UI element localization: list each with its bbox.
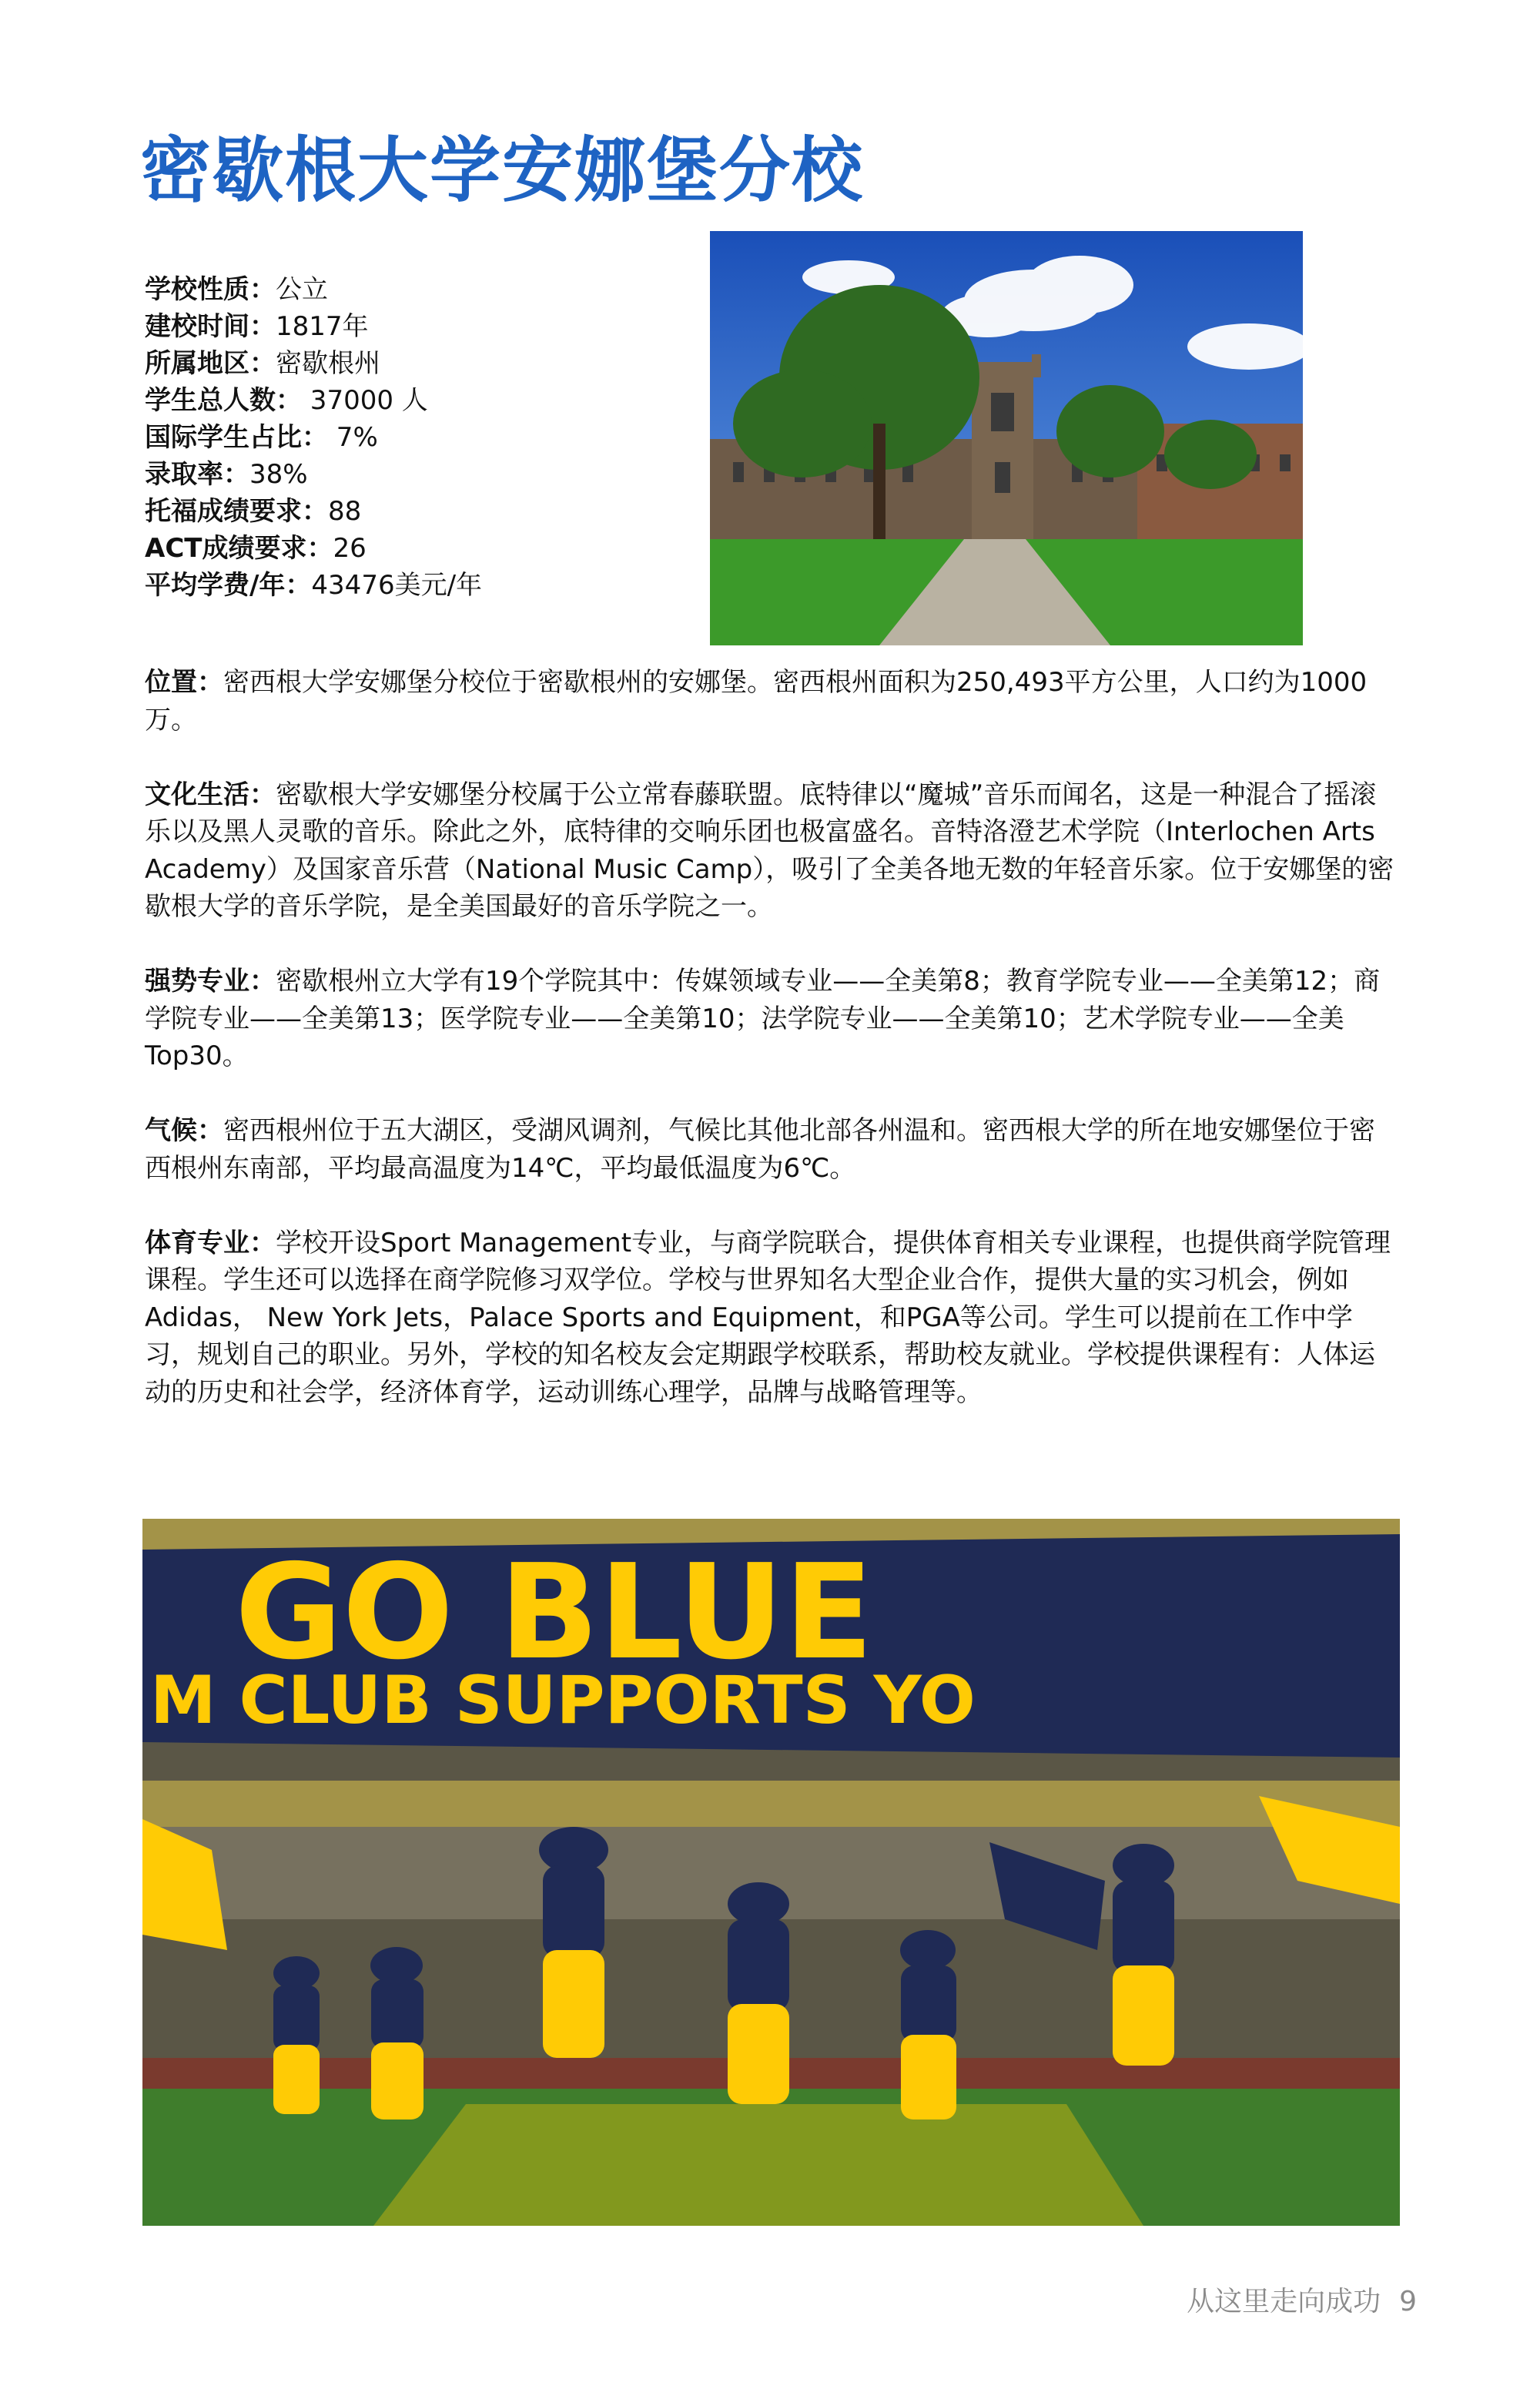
content-sections [145,664,1400,1449]
fact-value: 88 [328,496,362,527]
banner-line1: GO BLUE [235,1536,874,1689]
fact-label: 学生总人数： [145,385,302,416]
page-title: 密歇根大学安娜堡分校 [140,129,865,212]
page-footer [1187,2280,1417,2319]
section-text: 密歇根大学安娜堡分校属于公立常春藤联盟。底特律以“魔城”音乐而闻名，这是一种混合了摇滚乐以及黑人灵歌的音乐。除此之外，底特律的交响乐团也极富盛名。音特洛澄艺术学院（Interlochen Arts Academy）及国家音乐营（National Music Camp），吸引了全美各地无数的年轻音乐家。位于安娜堡的密歇根大学的音乐学院，是全美国最好的音乐学院之一。 [145,779,1394,922]
fact-value: 公立 [276,274,328,305]
fact-label: 建校时间： [145,311,276,342]
fact-label: 平均学费/年： [145,570,312,601]
fact-label: 录取率： [145,459,249,490]
footer-slogan: 从这里走向成功 [1187,2286,1381,2317]
section-label: 气候： [145,1115,223,1146]
fact-row [145,567,684,604]
school-facts [145,271,684,604]
fact-row [145,308,684,345]
fact-value: 43476美元/年 [311,570,483,601]
fact-row [145,530,684,567]
fact-label: 所属地区： [145,348,276,379]
fact-row [145,493,684,530]
section-location [145,664,1400,739]
section-label: 强势专业： [145,966,276,997]
fact-label: 学校性质： [145,274,276,305]
fact-row [145,456,684,493]
page-number: 9 [1399,2286,1417,2317]
stadium-photo [142,1519,1400,2226]
section-label: 文化生活： [145,779,276,810]
campus-photo [710,231,1303,645]
fact-value: 26 [333,533,367,564]
section-text: 密歇根州立大学有19个学院其中：传媒领域专业——全美第8；教育学院专业——全美第12；商学院专业——全美第13；医学院专业——全美第10；法学院专业——全美第10；艺术学院专业——全美Top30。 [145,966,1381,1071]
stadium-illustration [142,1519,1400,2226]
section-culture [145,776,1400,926]
section-text: 密西根大学安娜堡分校位于密歇根州的安娜堡。密西根州面积为250,493平方公里，人口约为1000万。 [145,667,1368,736]
section-climate [145,1112,1400,1187]
section-sports [145,1225,1400,1412]
fact-value: 37000 人 [302,385,428,416]
campus-illustration [710,231,1303,645]
section-label: 体育专业： [145,1227,276,1258]
fact-value: 38% [249,459,308,490]
section-majors [145,963,1400,1075]
fact-row [145,345,684,382]
section-label: 位置： [145,667,223,698]
section-text: 密西根州位于五大湖区，受湖风调剂，气候比其他北部各州温和。密西根大学的所在地安娜堡位于密西根州东南部，平均最高温度为14℃，平均最低温度为6℃。 [145,1115,1375,1184]
fact-row [145,382,684,419]
fact-value: 密歇根州 [276,348,380,379]
fact-value: 7% [328,422,378,453]
fact-label: 托福成绩要求： [145,496,328,527]
fact-row [145,419,684,456]
section-text: 学校开设Sport Management专业，与商学院联合，提供体育相关专业课程，也提供商学院管理课程。学生还可以选择在商学院修习双学位。学校与世界知名大型企业合作，提供大量的实习机会，例如Adidas， New York Jets，Palace Sports and Equipment，和PGA等公司。学生可以提前在工作中学习，规划自己的职业。另外，学校的知名校友会定期跟学校联系，帮助校友就业。学校提供课程有：人体运动的历史和社会学，经济体育学，运动训练心理学，品牌与战略管理等。 [145,1227,1391,1408]
fact-label: 国际学生占比： [145,422,328,453]
banner-line2: M CLUB SUPPORTS YO [150,1662,976,1739]
fact-value: 1817年 [276,311,369,342]
fact-row [145,271,684,308]
fact-label: ACT成绩要求： [145,533,333,564]
